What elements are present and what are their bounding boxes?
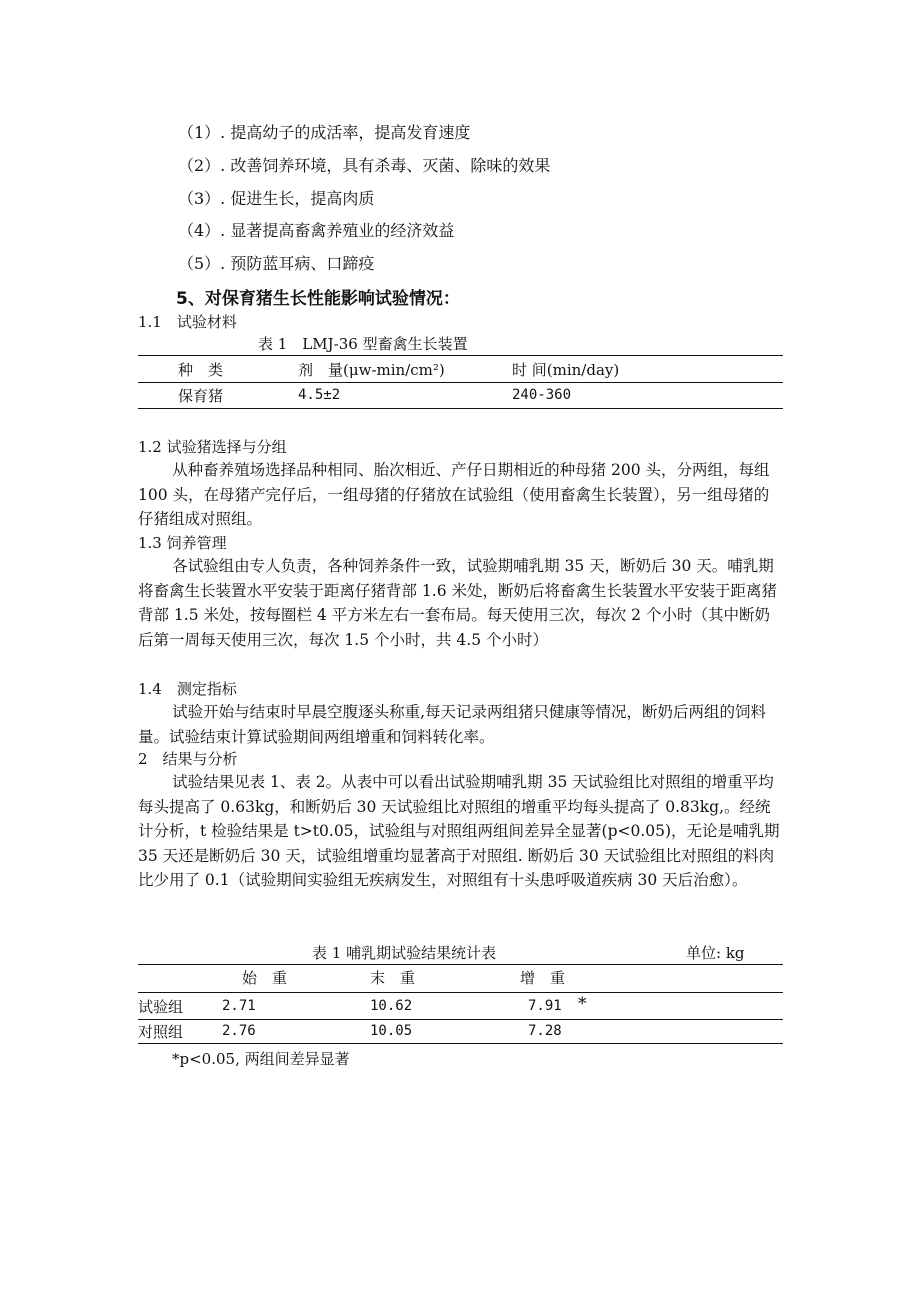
table1-header-time: 时 间(min/day) (512, 361, 620, 379)
table2-header-gain: 增 重 (520, 969, 566, 987)
table2-bottom-rule (138, 1043, 783, 1044)
table2-row1-group: 试验组 (138, 998, 184, 1016)
table2-header-start: 始 重 (242, 969, 288, 987)
section-1-3-paragraph: 各试验组由专人负责，各种饲养条件一致，试验期哺乳期 35 天，断奶后 30 天。哺乳期将畜禽生长装置水平安装于距离仔猪背部 1.6 米处，断奶后将畜禽生长装置水平安装于距离猪背部 1.5 米处，按每圈栏 4 平方米左右一套布局。每天使用三次，每次 2 个小时（其中断奶后第一周每天使用三次，每次 1.5 个小时，共 4.5 个小时） (138, 557, 778, 649)
benefit-item-1: （1）. 提高幼子的成活率，提高发育速度 (178, 123, 471, 142)
benefit-item-3: （3）. 促进生长，提高肉质 (178, 189, 375, 208)
table1-cell-time: 240-360 (512, 387, 572, 403)
benefit-item-2: （2）. 改善饲养环境，具有杀毒、灭菌、除味的效果 (178, 156, 551, 175)
table2-row1-gain: 7.91 (528, 998, 562, 1014)
section-1-2-paragraph: 从种畜养殖场选择品种相同、胎次相近、产仔日期相近的种母猪 200 头，分两组，每组 100 头，在母猪产完仔后，一组母猪的仔猪放在试验组（使用畜禽生长装置），另一组母猪的仔猪组成对照组。 (138, 461, 770, 528)
table2-row2-end: 10.05 (370, 1023, 413, 1039)
section-2-heading: 2 结果与分析 (138, 750, 238, 768)
section-1-4-paragraph: 试验开始与结束时早晨空腹逐头称重,每天记录两组猪只健康等情况，断奶后两组的饲料量。试验结束计算试验期间两组增重和饲料转化率。 (138, 703, 767, 746)
table1-header-type: 种 类 (178, 361, 224, 379)
table2-top-rule (138, 964, 783, 965)
table2-unit: 单位: kg (686, 944, 745, 962)
table1-top-rule (138, 355, 783, 356)
table2-mid-rule (138, 992, 783, 993)
table2-row1-end: 10.62 (370, 998, 413, 1014)
table1-cell-type: 保育猪 (178, 387, 224, 405)
table2-caption: 表 1 哺乳期试验结果统计表 (312, 944, 497, 962)
table2-row2-group: 对照组 (138, 1023, 184, 1041)
section-1-4-heading: 1.4 测定指标 (138, 680, 237, 698)
table1-cell-dose: 4.5±2 (298, 387, 341, 403)
section-1-2-heading: 1.2 试验猪选择与分组 (138, 438, 287, 456)
table2-row-rule (138, 1019, 783, 1020)
table1-mid-rule (138, 382, 783, 383)
section-1-3-heading: 1.3 饲养管理 (138, 534, 227, 552)
table2-header-end: 末 重 (370, 969, 416, 987)
benefit-item-5: （5）. 预防蓝耳病、口蹄疫 (178, 254, 375, 273)
table2-footnote: *p<0.05, 两组间差异显著 (172, 1050, 350, 1068)
benefit-item-4: （4）. 显著提高畜禽养殖业的经济效益 (178, 221, 455, 240)
section-2-paragraph: 试验结果见表 1、表 2。从表中可以看出试验期哺乳期 35 天试验组比对照组的增重平均每头提高了 0.63kg，和断奶后 30 天试验组比对照组的增重平均每头提高了 0.83kg,。经统计分析，t 检验结果是 t>t0.05，试验组与对照组两组间差异全显著(p<0.05)，无论是哺乳期 35 天还是断奶后 30 天，试验组增重均显著高于对照组. 断奶后 30 天试验组比对照组的料肉比少用了 0.1（试验期间实验组无疾病发生，对照组有十头患呼吸道疾病 30 天后治愈）。 (138, 773, 780, 889)
table1-bottom-rule (138, 408, 783, 409)
table2-row2-start: 2.76 (222, 1023, 256, 1039)
section-1-1-heading: 1.1 试验材料 (138, 313, 237, 331)
section-5-title: 5、对保育猪生长性能影响试验情况： (176, 289, 460, 309)
table2-row2-gain: 7.28 (528, 1023, 562, 1039)
table2-row1-significance-mark: * (578, 994, 587, 1014)
table2-row1-start: 2.71 (222, 998, 256, 1014)
table1-caption: 表 1 LMJ-36 型畜禽生长装置 (258, 335, 468, 353)
table1-header-dose: 剂 量(μw-min/cm²) (298, 361, 445, 379)
